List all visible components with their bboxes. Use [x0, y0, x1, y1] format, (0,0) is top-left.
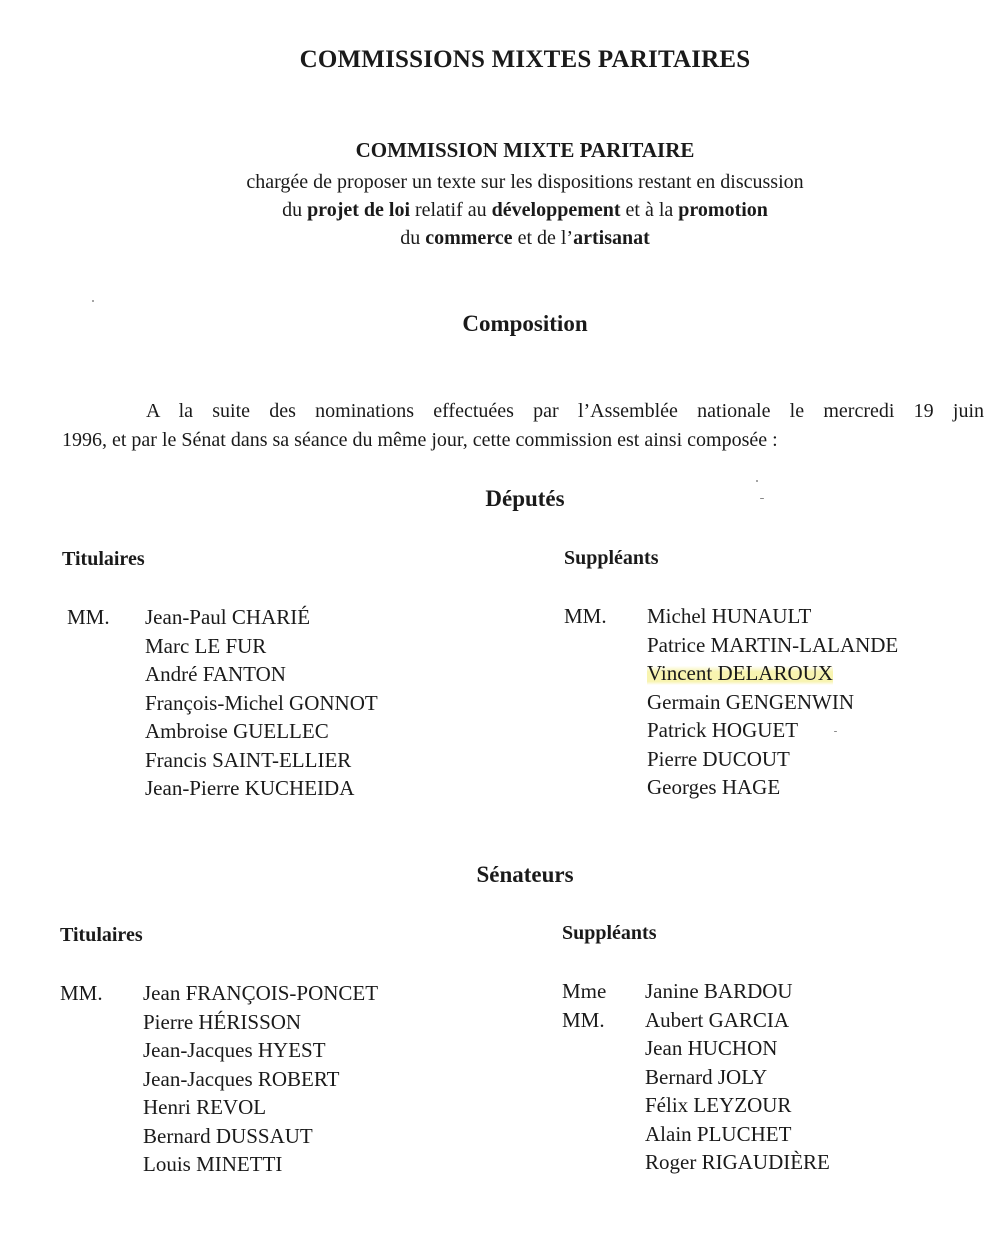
bold-run: projet de loi	[307, 199, 411, 221]
commission-title: COMMISSION MIXTE PARITAIRE	[355, 138, 695, 162]
senateurs-titulaires-prefix: MM.	[60, 981, 103, 1005]
list-item: Pierre HÉRISSON	[143, 1009, 302, 1034]
list-item: Patrick HOGUET	[647, 718, 799, 742]
list-item: Jean-Paul CHARIÉ	[145, 605, 311, 629]
list-item: Jean HUCHON	[645, 1036, 778, 1060]
list-item: Bernard DUSSAUT	[143, 1123, 313, 1148]
senateurs-suppleants-prefix-mm: MM.	[562, 1008, 605, 1032]
intro-line-1: A la suite des nominations effectuées par l’Assemblée nationale le mercredi 19 juin	[146, 400, 984, 422]
senateurs-suppleants-prefix-mme: Mme	[562, 979, 607, 1003]
scan-speck	[834, 731, 837, 732]
list-item: Bernard JOLY	[645, 1064, 768, 1089]
text-run: et à la	[620, 199, 679, 221]
list-item: Marc LE FUR	[145, 633, 267, 658]
list-item: François-Michel GONNOT	[145, 690, 378, 715]
senateurs-suppleants-list	[645, 977, 830, 1177]
page-title: COMMISSIONS MIXTES PARITAIRES	[299, 46, 751, 73]
text-run: du	[282, 199, 308, 221]
deputes-titulaires-label: Titulaires	[62, 548, 145, 570]
composition-heading: Composition	[462, 311, 588, 336]
senateurs-titulaires-list	[143, 979, 378, 1179]
description-line-3	[0, 224, 1000, 252]
senateurs-heading: Sénateurs	[476, 862, 574, 887]
list-item: Louis MINETTI	[143, 1152, 283, 1176]
list-item: André FANTON	[145, 662, 286, 686]
description-line-1: chargée de proposer un texte sur les dispositions restant en discussion	[246, 171, 804, 193]
scan-speck	[756, 480, 758, 482]
senateurs-titulaires-label: Titulaires	[60, 924, 143, 946]
description-line-2	[0, 196, 1000, 224]
deputes-titulaires-list	[145, 603, 378, 803]
list-item: Patrice MARTIN-LALANDE	[647, 632, 899, 657]
list-item: Roger RIGAUDIÈRE	[645, 1150, 830, 1174]
intro-line-2: 1996, et par le Sénat dans sa séance du même jour, cette commission est ainsi composée :	[62, 429, 778, 451]
text-run: du	[400, 227, 426, 249]
senateurs-suppleants-label: Suppléants	[562, 922, 657, 944]
highlighted-name: Vincent DELAROUX	[647, 661, 833, 685]
list-item: Jean-Jacques ROBERT	[143, 1066, 340, 1091]
bold-run: commerce	[425, 227, 513, 249]
bold-run: artisanat	[573, 227, 650, 249]
list-item: Jean-Jacques HYEST	[143, 1038, 326, 1062]
deputes-suppleants-list	[647, 602, 898, 802]
deputes-heading: Députés	[485, 486, 565, 511]
deputes-suppleants-label: Suppléants	[564, 547, 659, 569]
list-item: Michel HUNAULT	[647, 604, 812, 628]
list-item: Germain GENGENWIN	[647, 689, 855, 714]
list-item: Henri REVOL	[143, 1095, 267, 1119]
list-item: Félix LEYZOUR	[645, 1093, 792, 1117]
list-item: Georges HAGE	[647, 775, 781, 799]
deputes-suppleants-prefix: MM.	[564, 604, 607, 628]
scan-speck	[760, 498, 764, 499]
list-item: Ambroise GUELLEC	[145, 719, 329, 743]
text-run: relatif au	[410, 199, 492, 221]
text-run: et de l’	[512, 227, 574, 249]
bold-run: développement	[491, 199, 621, 221]
bold-run: promotion	[678, 199, 768, 221]
list-item	[647, 659, 898, 688]
list-item: Aubert GARCIA	[645, 1007, 790, 1032]
list-item: Jean FRANÇOIS-PONCET	[143, 981, 379, 1005]
list-item: Pierre DUCOUT	[647, 746, 790, 771]
list-item: Janine BARDOU	[645, 979, 793, 1003]
list-item: Francis SAINT-ELLIER	[145, 747, 352, 772]
deputes-titulaires-prefix: MM.	[67, 605, 110, 629]
list-item: Alain PLUCHET	[645, 1121, 792, 1146]
scan-speck	[92, 300, 94, 302]
list-item: Jean-Pierre KUCHEIDA	[145, 776, 355, 800]
